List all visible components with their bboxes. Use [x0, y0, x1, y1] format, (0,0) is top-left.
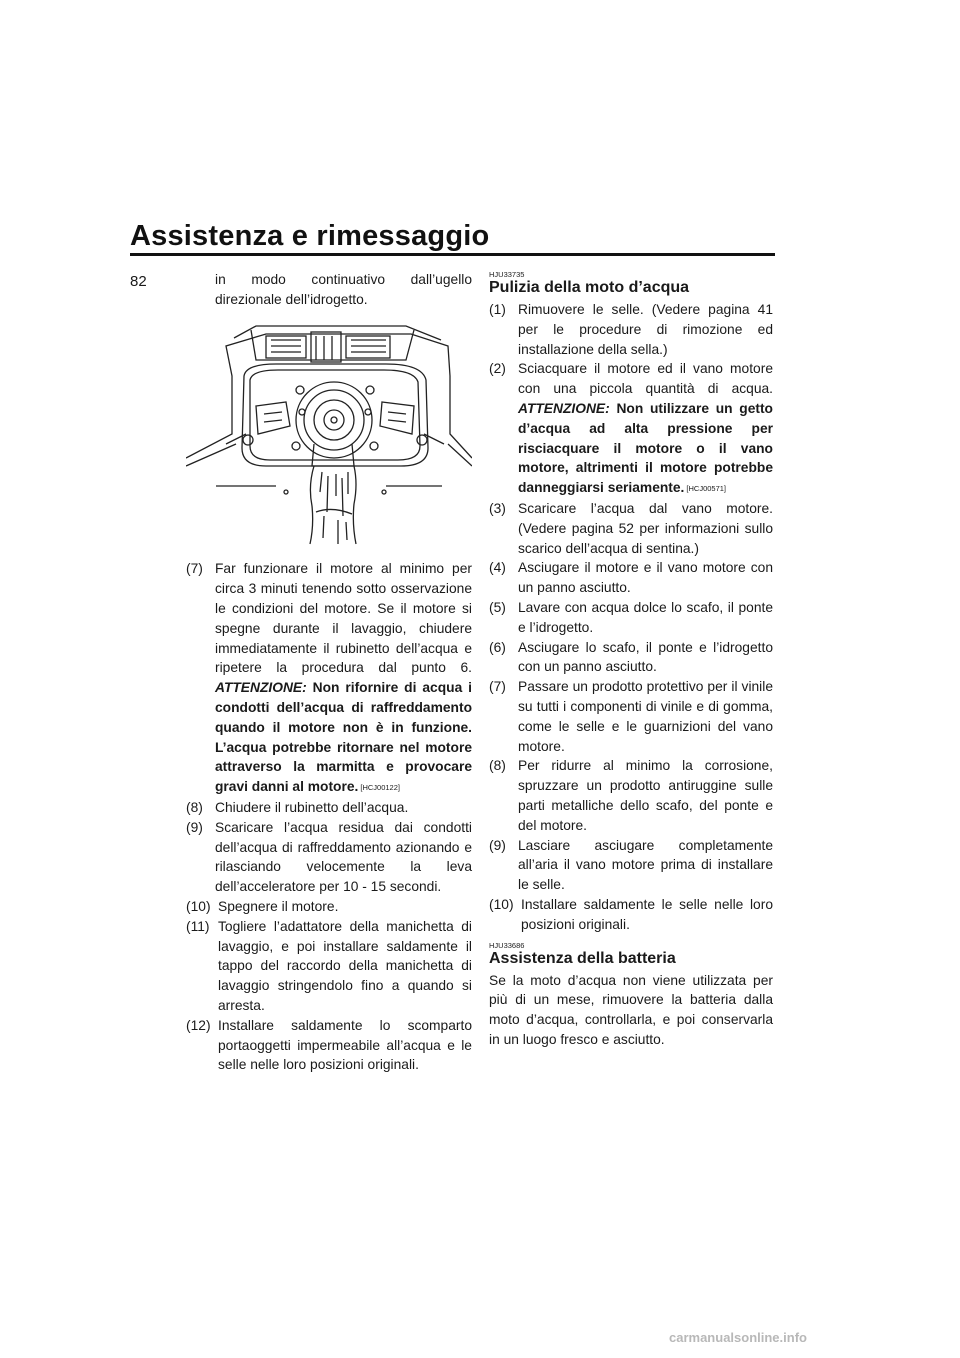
right-item-10	[489, 895, 773, 935]
section-title-cleaning: Pulizia della moto d’acqua	[489, 279, 690, 296]
watermark: carmanualsonline.info	[669, 1330, 807, 1345]
right-item-2	[489, 359, 773, 499]
section-code: HJU33686	[489, 940, 525, 950]
left-item-7	[186, 559, 472, 798]
item-number: (12)	[186, 1017, 211, 1033]
battery-text: Se la moto d’acqua non viene utilizzata per più di un mese, rimuovere la batteria dalla moto d’acqua, controllarla, e poi conservarla in un luogo fresco e asciutto.	[489, 972, 773, 1047]
item-text: Asciugare lo scafo, il ponte e l’idrogetto con un panno asciutto.	[518, 639, 773, 675]
item-number: (7)	[186, 561, 203, 577]
item-number: (6)	[489, 639, 506, 655]
left-column	[186, 270, 472, 1075]
item-text: Sciacquare il motore ed il vano motore con una piccola quantità di acqua.	[518, 361, 773, 397]
caution-label: ATTENZIONE:	[518, 400, 610, 416]
item-text: Rimuovere le selle. (Vedere pagina 41 per le procedure di rimozione ed installazione della sella.)	[518, 302, 773, 357]
header-rule	[130, 253, 775, 256]
item-number: (3)	[489, 500, 506, 516]
intro-text: in modo continuativo dall’ugello direzionale dell’idrogetto.	[215, 272, 472, 307]
right-item-1	[489, 300, 773, 359]
item-text: Asciugare il motore e il vano motore con un panno asciutto.	[518, 560, 773, 596]
item-text: Scaricare l’acqua dal vano motore. (Vedere pagina 52 per informazioni sullo scarico dell’acqua di sentina.)	[518, 500, 773, 556]
right-column	[489, 270, 773, 1050]
item-text: Togliere l’adattatore della manichetta di lavaggio, e poi installare saldamente il tappo del raccordo della manichetta di lavaggio stringendolo fino a quando si arresta.	[218, 918, 472, 1013]
item-text: Lasciare asciugare completamente all’aria il vano motore prima di installare le selle.	[518, 837, 773, 893]
item-number: (8)	[186, 799, 203, 815]
section-title-battery: Assistenza della batteria	[489, 949, 676, 967]
item-text: Installare saldamente lo scomparto portaoggetti impermeabile all’acqua e le selle nelle loro posizioni originali.	[218, 1017, 472, 1073]
item-text: Lavare con acqua dolce lo scafo, il ponte e l’idrogetto.	[518, 599, 773, 635]
item-text: Far funzionare il motore al minimo per circa 3 minuti tenendo sotto osservazione le condizioni del motore. Se il motore si spegne durante il lavaggio, chiudere immediatamente il rubinetto dell’acqua e ripetere la procedura dal punto 6.	[215, 561, 472, 676]
right-item-4	[489, 558, 773, 598]
item-number: (11)	[186, 918, 210, 934]
right-item-5	[489, 598, 773, 638]
caution-text: Non rifornire di acqua i condotti dell’acqua di raffreddamento quando il motore non è in funzione. L’acqua potrebbe ritornare nel motore attraverso la marmitta e provocare gravi danni al motore.	[215, 680, 472, 795]
item-number: (5)	[489, 599, 506, 615]
page-number: 82	[130, 273, 147, 290]
caution-code: [HCJ00571]	[686, 484, 727, 494]
page-header-title: Assistenza e rimessaggio	[130, 220, 490, 252]
item-number: (7)	[489, 679, 506, 695]
item-number: (9)	[186, 819, 203, 835]
left-item-10	[186, 897, 472, 917]
item-number: (10)	[186, 898, 211, 914]
right-item-7	[489, 677, 773, 756]
right-item-8	[489, 756, 773, 835]
item-text: Chiudere il rubinetto dell’acqua.	[215, 799, 409, 815]
right-item-6	[489, 638, 773, 678]
right-item-9	[489, 836, 773, 895]
item-number: (10)	[489, 896, 514, 912]
item-number: (9)	[489, 837, 506, 853]
item-number: (2)	[489, 361, 506, 377]
caution-label: ATTENZIONE:	[215, 680, 307, 696]
left-item-9	[186, 818, 472, 897]
left-item-12	[186, 1016, 472, 1075]
left-item-8	[186, 798, 472, 818]
item-number: (1)	[489, 302, 506, 317]
section-code: HJU33735	[489, 270, 525, 279]
item-number: (8)	[489, 758, 506, 774]
caution-text: Non utilizzare un getto d’acqua ad alta pressione per risciacquare il motore o il vano motore, altrimenti il motore potrebbe danneggiarsi seriamente.	[518, 400, 773, 496]
item-text: Passare un prodotto protettivo per il vinile su tutti i componenti di vinile e di gomma, come le selle e le guarnizioni del vano motore.	[518, 679, 773, 754]
engine-compartment-illustration	[186, 316, 472, 548]
right-item-3	[489, 499, 773, 558]
item-number: (4)	[489, 560, 506, 576]
left-item-11	[186, 917, 472, 1016]
item-text: Installare saldamente le selle nelle loro posizioni originali.	[521, 896, 773, 932]
caution-code: [HCJ00122]	[360, 783, 400, 793]
item-text: Per ridurre al minimo la corrosione, spruzzare un prodotto antiruggine sulle parti metalliche dello scafo, del ponte e del motore.	[518, 758, 773, 833]
item-text: Scaricare l’acqua residua dai condotti dell’acqua di raffreddamento azionando e rilasciando velocemente la leva dell’acceleratore per 10 - 15 secondi.	[215, 819, 472, 895]
item-text: Spegnere il motore.	[218, 898, 339, 914]
